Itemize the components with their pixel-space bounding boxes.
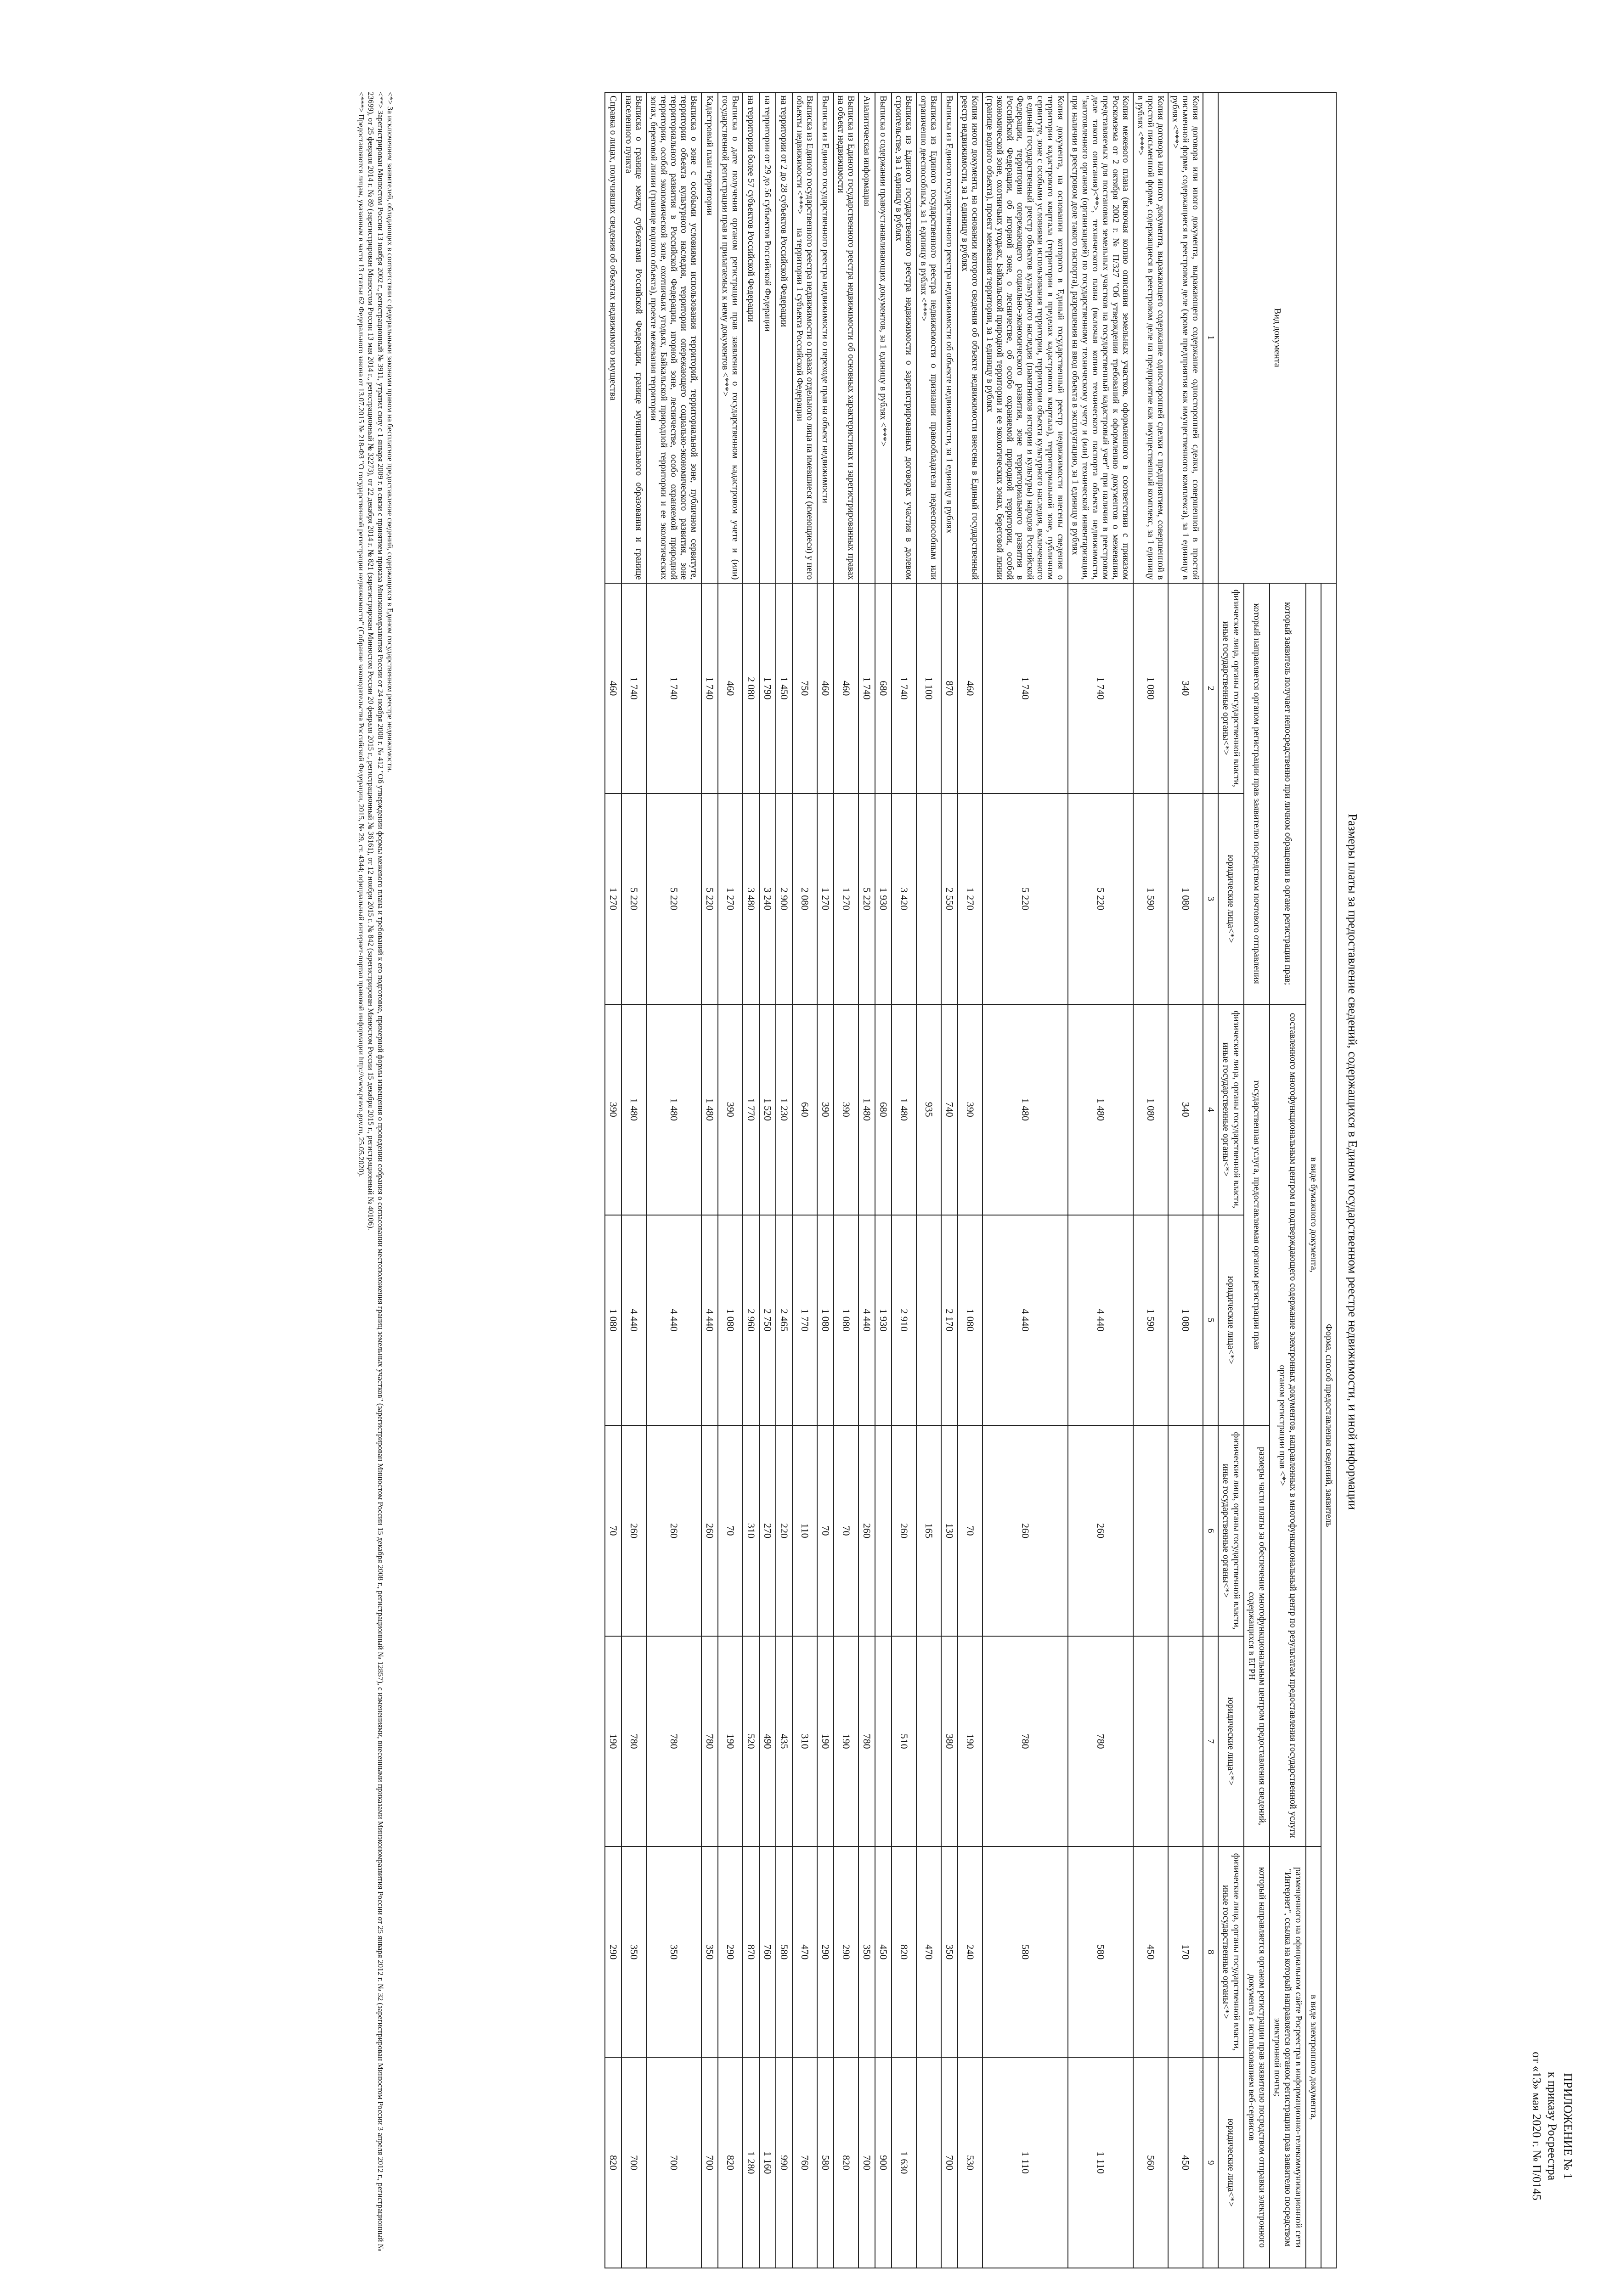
fee-cell: 1 080 (1168, 1215, 1203, 1426)
fee-cell: 900 (875, 2057, 892, 2268)
fee-cell: 1 270 (834, 793, 858, 1004)
table-row (792, 92, 817, 2268)
fee-cell: 780 (1068, 1636, 1133, 1847)
fee-cell: 3 480 (743, 793, 759, 1004)
fee-cell: 1 480 (858, 1004, 875, 1215)
fee-cell: 760 (792, 2057, 817, 2268)
document-type-cell: Выписка из Единого государственного реестра недвижимости о зарегистрированных договорах участия в долевом строительстве, за 1 единицу в рублях (892, 92, 916, 583)
order-reference: к приказу Росреестра (1546, 2071, 1559, 2181)
fee-cell: 820 (718, 2057, 743, 2268)
fee-cell: 3 420 (892, 793, 916, 1004)
document-type-cell: Выписка из Единого государственного реестра недвижимости о правах отдельного лица на имевшиеся (имеющиеся) у него объекты недвижимости <***> — на территории 1 субъекта Российской Федерации (792, 92, 817, 583)
table-row (983, 92, 1068, 2268)
fee-cell: 870 (743, 1846, 759, 2057)
individuals-header: физические лица, органы государственной власти, иные государственные органы<*> (1218, 1004, 1244, 1215)
table-row (743, 92, 759, 2268)
fee-cell: 1 450 (776, 583, 792, 794)
fee-cell: 520 (743, 1636, 759, 1847)
fee-cell: 350 (621, 1846, 646, 2057)
fee-cell (916, 1215, 941, 1426)
fee-cell: 1 160 (759, 2057, 776, 2268)
document-type-cell: Копия иного документа, на основании которого сведения об объекте недвижимости внесены в Единый государственный реестр недвижимости, за 1 единицу в рублях (958, 92, 983, 583)
electronic-webservice-header: который направляется органом регистрации прав заявителю посредством отправки электронного документа с использованием веб-сервисов (1244, 1846, 1270, 2268)
fee-cell: 4 440 (1068, 1215, 1133, 1426)
fee-cell: 4 440 (646, 1215, 701, 1426)
paper-service-header: государственная услуга, предоставляемая органом регистрации прав (1244, 1004, 1270, 1425)
fee-cell: 1 080 (718, 1215, 743, 1426)
fee-cell: 70 (958, 1425, 983, 1636)
fee-cell: 1 110 (983, 2057, 1068, 2268)
footnote: <***> Предоставляются лицам, указанным в части 13 статьи 62 Федерального закона от 13.07.2015 № 218-ФЗ "О государственной регистрации недвижимости" (Собрание законодательства Российской Федерации, 2015, № 29, ст. 4344; официальный интернет-портал правовой информации http://www.pravo.gov.ru, 25.05.2020). (357, 92, 366, 1177)
fee-cell: 1 770 (792, 1215, 817, 1426)
fee-cell: 310 (792, 1636, 817, 1847)
document-type-cell: Аналитическая информация (858, 92, 875, 583)
fee-cell: 870 (941, 583, 958, 794)
fee-cell: 580 (776, 1846, 792, 2057)
fee-cell: 70 (817, 1425, 834, 1636)
fee-cell: 170 (1168, 1846, 1203, 2057)
column-number: 5 (1203, 1215, 1218, 1426)
fee-cell: 5 220 (858, 793, 875, 1004)
fee-cell: 2 750 (759, 1215, 776, 1426)
fee-cell: 190 (834, 1636, 858, 1847)
fee-cell: 1 790 (759, 583, 776, 794)
table-row (941, 92, 958, 2268)
fee-cell: 220 (776, 1425, 792, 1636)
footnote: <*> За исключением заявителей, обладающих в соответствии с федеральными законами правом на бесплатное предоставление сведений, содержащихся в Едином государственном реестре недвижимости. (386, 92, 395, 772)
fee-cell: 470 (916, 1846, 941, 2057)
fee-cell: 380 (941, 1636, 958, 1847)
fee-cell: 460 (605, 583, 621, 794)
column-number: 1 (1203, 92, 1218, 583)
fee-cell: 1 740 (701, 583, 718, 794)
fee-cell: 1 270 (817, 793, 834, 1004)
fee-cell: 4 440 (621, 1215, 646, 1426)
fee-cell: 165 (916, 1425, 941, 1636)
fee-cell: 270 (759, 1425, 776, 1636)
fee-cell: 750 (792, 583, 817, 794)
table-row (1168, 92, 1203, 2268)
fee-cell (1168, 1636, 1203, 1847)
fee-cell (875, 1425, 892, 1636)
fee-cell: 460 (817, 583, 834, 794)
fee-cell: 580 (1068, 1846, 1133, 2057)
fee-cell: 1 110 (1068, 2057, 1133, 2268)
column-number: 2 (1203, 583, 1218, 794)
fee-cell: 350 (701, 1846, 718, 2057)
fee-cell: 1 770 (743, 1004, 759, 1215)
fee-cell: 780 (858, 1636, 875, 1847)
order-date: от «13» мая 2020 г. № П/0145 (1530, 2052, 1543, 2200)
fee-cell: 1 270 (605, 793, 621, 1004)
fee-cell: 1 080 (605, 1215, 621, 1426)
individuals-header: физические лица, органы государственной власти, иные государственные органы<*> (1218, 1846, 1244, 2057)
document-type-cell: Копия межевого плана (включая копию описания земельных участков, оформленного в соответствии с приказом Роскомзема от 2 октября 2002 г. № П/327 "Об утверждении требований к оформлению документов о межевании, представляемых для постановки земельных участков на государственный кадастровый учет" при наличии в реестровом деле такого описания)<**>, технического плана (включая копию технического паспорта объекта недвижимости, "заготовленного органом (организацией) по государственному техническому учету и (или) технической инвентаризации, при наличии в реестровом деле такого паспорта), разрешения на ввод объекта в эксплуатацию, за 1 единицу в рублях (1068, 92, 1133, 583)
fee-cell: 260 (701, 1425, 718, 1636)
electronic-form-header: в виде электронного документа, (1306, 1846, 1321, 2268)
fee-cell: 1 080 (834, 1215, 858, 1426)
paper-mfc-header: составленного многофункциональным центром и подтверждающего содержание электронных документов, направленных в многофункциональный центр по результатам предоставления государственной услуги органом регистрации прав <*> (1270, 1004, 1306, 1847)
legal-header: юридические лица<*> (1218, 793, 1244, 1004)
document-type-cell: Выписка из Единого государственного реестра недвижимости об объекте недвижимости, за 1 единицу в рублях (941, 92, 958, 583)
paper-personal-header: который заявитель получает непосредственно при личном обращении в органе регистрации прав; (1270, 583, 1306, 1004)
fee-cell: 2 080 (743, 583, 759, 794)
document-type-cell: Выписка о содержании правоустанавливающих документов, за 1 единицу в рублях <***> (875, 92, 892, 583)
fee-cell: 820 (834, 2057, 858, 2268)
fee-cell: 2 080 (792, 793, 817, 1004)
table-row (1133, 92, 1168, 2268)
fee-cell: 700 (646, 2057, 701, 2268)
fee-cell: 680 (875, 1004, 892, 1215)
column-number: 7 (1203, 1636, 1218, 1847)
table-row (776, 92, 792, 2268)
fee-cell: 290 (605, 1846, 621, 2057)
document-type-cell: Выписка о границе между субъектами Российской Федерации, границе муниципального образования и границе населенного пункта (621, 92, 646, 583)
fee-cell (1168, 1425, 1203, 1636)
fee-cell: 820 (892, 1846, 916, 2057)
fee-cell: 1 480 (701, 1004, 718, 1215)
fee-cell: 1 480 (1068, 1004, 1133, 1215)
fee-cell: 70 (834, 1425, 858, 1636)
fee-cell: 760 (759, 1846, 776, 2057)
fee-cell: 4 440 (983, 1215, 1068, 1426)
fee-cell (916, 1636, 941, 1847)
fee-table (604, 92, 1337, 2268)
fee-cell: 1 520 (759, 1004, 776, 1215)
table-row (621, 92, 646, 2268)
form-way-header: Форма, способ предоставления сведений, заявитель (1321, 583, 1336, 2268)
fee-cell: 460 (958, 583, 983, 794)
table-row (718, 92, 743, 2268)
column-number: 4 (1203, 1004, 1218, 1215)
document-type-cell: Выписка из Единого государственного реестра недвижимости о переходе прав на объект недвижимости (817, 92, 834, 583)
fee-cell: 5 220 (621, 793, 646, 1004)
fee-cell: 460 (718, 583, 743, 794)
fee-cell: 780 (646, 1636, 701, 1847)
document-type-cell: на территории от 2 до 28 субъектов Российской Федерации (776, 92, 792, 583)
fee-cell: 190 (605, 1636, 621, 1847)
fee-cell: 1 080 (1133, 583, 1168, 794)
legal-header: юридические лица<*> (1218, 1215, 1244, 1426)
fee-cell: 290 (834, 1846, 858, 2057)
fee-cell: 350 (941, 1846, 958, 2057)
column-number-row (1203, 92, 1218, 2268)
table-row (1068, 92, 1133, 2268)
fee-cell: 1 590 (1133, 793, 1168, 1004)
fee-cell: 450 (1133, 1846, 1168, 2057)
table-row (875, 92, 892, 2268)
fee-cell: 1 590 (1133, 1215, 1168, 1426)
fee-cell: 390 (605, 1004, 621, 1215)
table-row (916, 92, 941, 2268)
rotated-page (230, 69, 1575, 2255)
individuals-header: физические лица, органы государственной власти, иные государственные органы<*> (1218, 583, 1244, 794)
fee-cell: 350 (858, 1846, 875, 2057)
fee-cell: 70 (718, 1425, 743, 1636)
fee-cell: 5 220 (646, 793, 701, 1004)
fee-cell: 1 630 (892, 2057, 916, 2268)
individuals-header: физические лица, органы государственной власти, иные государственные органы<*> (1218, 1425, 1244, 1636)
fee-cell: 310 (743, 1425, 759, 1636)
fee-cell: 1 280 (743, 2057, 759, 2268)
fee-cell: 935 (916, 1004, 941, 1215)
fee-cell: 680 (875, 583, 892, 794)
document-type-cell: Копия договора или иного документа, выражающего содержание односторонней сделки, совершенной в простой письменной форме, содержащиеся в реестровом деле (кроме предприятия как имущественного комплекса), за 1 единицу в рублях <***> (1168, 92, 1203, 583)
fee-cell: 340 (1168, 583, 1203, 794)
fee-cell: 2 960 (743, 1215, 759, 1426)
fee-cell: 2 900 (776, 793, 792, 1004)
fee-cell: 260 (646, 1425, 701, 1636)
fee-cell: 5 220 (1068, 793, 1133, 1004)
document-type-cell: Выписка из Единого государственного реестра недвижимости об основных характеристиках и зарегистрированных правах на объект недвижимости (834, 92, 858, 583)
fee-cell: 1 740 (646, 583, 701, 794)
electronic-site-header: размещенного на официальном сайте Росреестра в информационно-телекоммуникационной сети "Интернет", ссылка на который направляется органом регистрации прав заявителю посредством электронной почты; (1270, 1846, 1306, 2268)
table-row (834, 92, 858, 2268)
fee-cell: 1 080 (958, 1215, 983, 1426)
fee-cell: 390 (958, 1004, 983, 1215)
fee-cell: 260 (1068, 1425, 1133, 1636)
document-type-cell: на территории более 57 субъектов Российской Федерации (743, 92, 759, 583)
fee-cell: 350 (646, 1846, 701, 2057)
table-row (646, 92, 701, 2268)
fee-cell: 190 (718, 1636, 743, 1847)
fee-cell: 3 240 (759, 793, 776, 1004)
fee-cell: 1 740 (892, 583, 916, 794)
fee-cell: 490 (759, 1636, 776, 1847)
column-number: 3 (1203, 793, 1218, 1004)
document-type-cell: Выписка из Единого государственного реестра недвижимости о признании правообладателя недееспособным или ограниченно дееспособным, за 1 единицу в рублях <***> (916, 92, 941, 583)
column-number: 9 (1203, 2057, 1218, 2268)
fee-cell: 260 (621, 1425, 646, 1636)
document-type-cell: Копия документа, на основании которого в Единый государственный реестр недвижимости внесены сведения о территории кадастрового квартала (территории в пределах кадастрового квартала), территориальной зоне, публичном сервитуте, зоне с особыми условиями использования территории, территории объекта культурного наследия, включенного в единый государственный реестр объектов культурного наследия (памятников истории и культуры) народов Российской Федерации, территории опережающего социально-экономического развития, зоне территориального развития в Российской Федерации, об игорной зоне, о лесничестве, об особо охраняемой природной территории, особой экономической зоне, охотничьих угодьях, Байкальской природной территории и ее экологических зонах, береговой линии (границе водного объекта), проект межевания территории, за 1 единицу в рублях (983, 92, 1068, 583)
paper-mfc-part-header: размеры части платы за обеспечение многофункциональным центром предоставления сведений, содержащихся в ЕГРН (1244, 1425, 1270, 1846)
fee-cell: 580 (817, 2057, 834, 2268)
fee-cell: 2 170 (941, 1215, 958, 1426)
fee-cell: 450 (875, 1846, 892, 2057)
fee-cell: 1 740 (621, 583, 646, 794)
document-type-cell: на территории от 29 до 56 субъектов Российской Федерации (759, 92, 776, 583)
fee-cell: 700 (701, 2057, 718, 2268)
fee-cell: 260 (983, 1425, 1068, 1636)
fee-cell: 1 080 (1133, 1004, 1168, 1215)
fee-cell: 2 910 (892, 1215, 916, 1426)
fee-cell: 390 (718, 1004, 743, 1215)
fee-cell: 340 (1168, 1004, 1203, 1215)
fee-cell: 1 480 (983, 1004, 1068, 1215)
fee-cell (916, 2057, 941, 2268)
table-row (858, 92, 875, 2268)
fee-cell: 510 (892, 1636, 916, 1847)
legal-header: юридические лица<*> (1218, 1636, 1244, 1847)
fee-cell: 580 (983, 1846, 1068, 2057)
document-type-cell: Кадастровый план территории (701, 92, 718, 583)
fee-cell: 990 (776, 2057, 792, 2268)
fee-cell: 4 440 (701, 1215, 718, 1426)
fee-cell: 1 270 (718, 793, 743, 1004)
doc-type-header: Вид документа (1218, 92, 1336, 583)
fee-cell: 1 480 (621, 1004, 646, 1215)
fee-cell: 260 (892, 1425, 916, 1636)
paper-form-header: в виде бумажного документа, (1306, 583, 1321, 1847)
column-number: 8 (1203, 1846, 1218, 2057)
fee-cell: 450 (1168, 2057, 1203, 2268)
fee-cell: 390 (834, 1004, 858, 1215)
fee-cell: 435 (776, 1636, 792, 1847)
fee-cell (875, 1636, 892, 1847)
footnotes (356, 92, 395, 2255)
legal-header: юридические лица<*> (1218, 2057, 1244, 2268)
fee-table-body (605, 92, 1203, 2268)
fee-cell: 560 (1133, 2057, 1168, 2268)
table-row (817, 92, 834, 2268)
table-row (958, 92, 983, 2268)
fee-cell: 1 080 (1168, 793, 1203, 1004)
fee-cell: 700 (858, 2057, 875, 2268)
document-type-cell: Справка о лицах, получивших сведения об объектах недвижимого имущества (605, 92, 621, 583)
fee-cell: 1 740 (858, 583, 875, 794)
fee-cell: 1 930 (875, 1215, 892, 1426)
fee-cell: 1 230 (776, 1004, 792, 1215)
fee-cell: 1 480 (892, 1004, 916, 1215)
fee-cell: 110 (792, 1425, 817, 1636)
fee-cell: 740 (941, 1004, 958, 1215)
fee-cell: 240 (958, 1846, 983, 2057)
fee-cell: 1 100 (916, 583, 941, 794)
fee-cell: 390 (817, 1004, 834, 1215)
fee-cell: 70 (605, 1425, 621, 1636)
fee-cell: 780 (983, 1636, 1068, 1847)
table-row (892, 92, 916, 2268)
fee-cell: 1 080 (817, 1215, 834, 1426)
fee-cell: 780 (621, 1636, 646, 1847)
fee-cell: 1 480 (646, 1004, 701, 1215)
column-number: 6 (1203, 1425, 1218, 1636)
table-row (759, 92, 776, 2268)
document-type-cell: Выписка о дате получения органом регистрации прав заявления о государственном кадастровом учете и (или) государственной регистрации прав и прилагаемых к нему документов <***> (718, 92, 743, 583)
paper-post-header: который направляется органом регистрации прав заявителю посредством почтового отправления (1244, 583, 1270, 1004)
footnote: <**> Зарегистрирован Минюстом России 13 ноября 2002 г., регистрационный № 3911, утратил силу с 1 января 2009 г. в связи с принятием приказа Минэкономразвития России от 24 ноября 2008 г. № 412 "Об утверждении формы межевого плана и требований к его подготовке, примерной формы извещения о проведении собрания о согласовании местоположения границ земельных участков" (зарегистрирован Минюстом России 15 декабря 2008 г., регистрационный № 12857), с изменениями, внесенными приказами Минэкономразвития России от 25 января 2012 г. № 32 (зарегистрирован Минюстом России 3 апреля 2012 г., регистрационный № 23699), от 25 февраля 2014 г. № 89 (зарегистрирован Минюстом России 13 мая 2014 г., регистрационный № 32273), от 22 декабря 2014 г. № 821 (зарегистрирован Минюстом России 20 февраля 2015 г., регистрационный № 36161), от 12 ноября 2015 г. № 842 (зарегистрирован Минюстом России 15 декабря 2015 г., регистрационный № 40106). (367, 92, 385, 2251)
fee-cell: 260 (858, 1425, 875, 1636)
fee-cell: 700 (621, 2057, 646, 2268)
fee-cell: 470 (792, 1846, 817, 2057)
fee-cell: 1 270 (958, 793, 983, 1004)
fee-cell: 130 (941, 1425, 958, 1636)
fee-cell: 2 465 (776, 1215, 792, 1426)
appendix-label: ПРИЛОЖЕНИЕ № 1 (1561, 2073, 1575, 2179)
document-type-cell: Выписка о зоне с особыми условиями использования территорий, территориальной зоне, публичном сервитуте, территории объекта культурного наследия, территории опережающего социально-экономического развития, зоне территориального развития в Российской Федерации, игорной зоне, лесничестве, особо охраняемой природной территории, особой экономической зоне, охотничьих угодьях, Байкальской природной территории и ее экологических зонах, береговой линии (границе водного объекта), проекте межевания территории (646, 92, 701, 583)
document-title: Размеры платы за предоставление сведений, содержащихся в Едином государственном реестре недвижимости, и иной информации (1346, 814, 1360, 1510)
fee-cell: 4 440 (858, 1215, 875, 1426)
fee-cell: 190 (817, 1636, 834, 1847)
fee-cell: 460 (834, 583, 858, 794)
fee-cell: 640 (792, 1004, 817, 1215)
fee-cell: 820 (605, 2057, 621, 2268)
fee-cell: 780 (701, 1636, 718, 1847)
appendix-header (1529, 1998, 1575, 2255)
table-row (605, 92, 621, 2268)
document-type-cell: Копия договора или иного документа, выражающего содержание односторонней сделки с предприятием, совершенной в простой письменной форме, содержащиеся в реестровом деле на предприятие как имущественный комплекс, за 1 единицу в рублях <***> (1133, 92, 1168, 583)
fee-cell: 2 550 (941, 793, 958, 1004)
fee-cell: 5 220 (701, 793, 718, 1004)
fee-cell: 700 (941, 2057, 958, 2268)
fee-cell: 530 (958, 2057, 983, 2268)
table-row (701, 92, 718, 2268)
fee-cell: 290 (718, 1846, 743, 2057)
fee-cell: 1 740 (1068, 583, 1133, 794)
fee-cell: 5 220 (983, 793, 1068, 1004)
fee-cell (1133, 1636, 1168, 1847)
fee-cell (916, 793, 941, 1004)
fee-cell: 1 930 (875, 793, 892, 1004)
fee-cell: 190 (958, 1636, 983, 1847)
fee-cell: 1 740 (983, 583, 1068, 794)
fee-cell (1133, 1425, 1168, 1636)
fee-cell: 290 (817, 1846, 834, 2057)
